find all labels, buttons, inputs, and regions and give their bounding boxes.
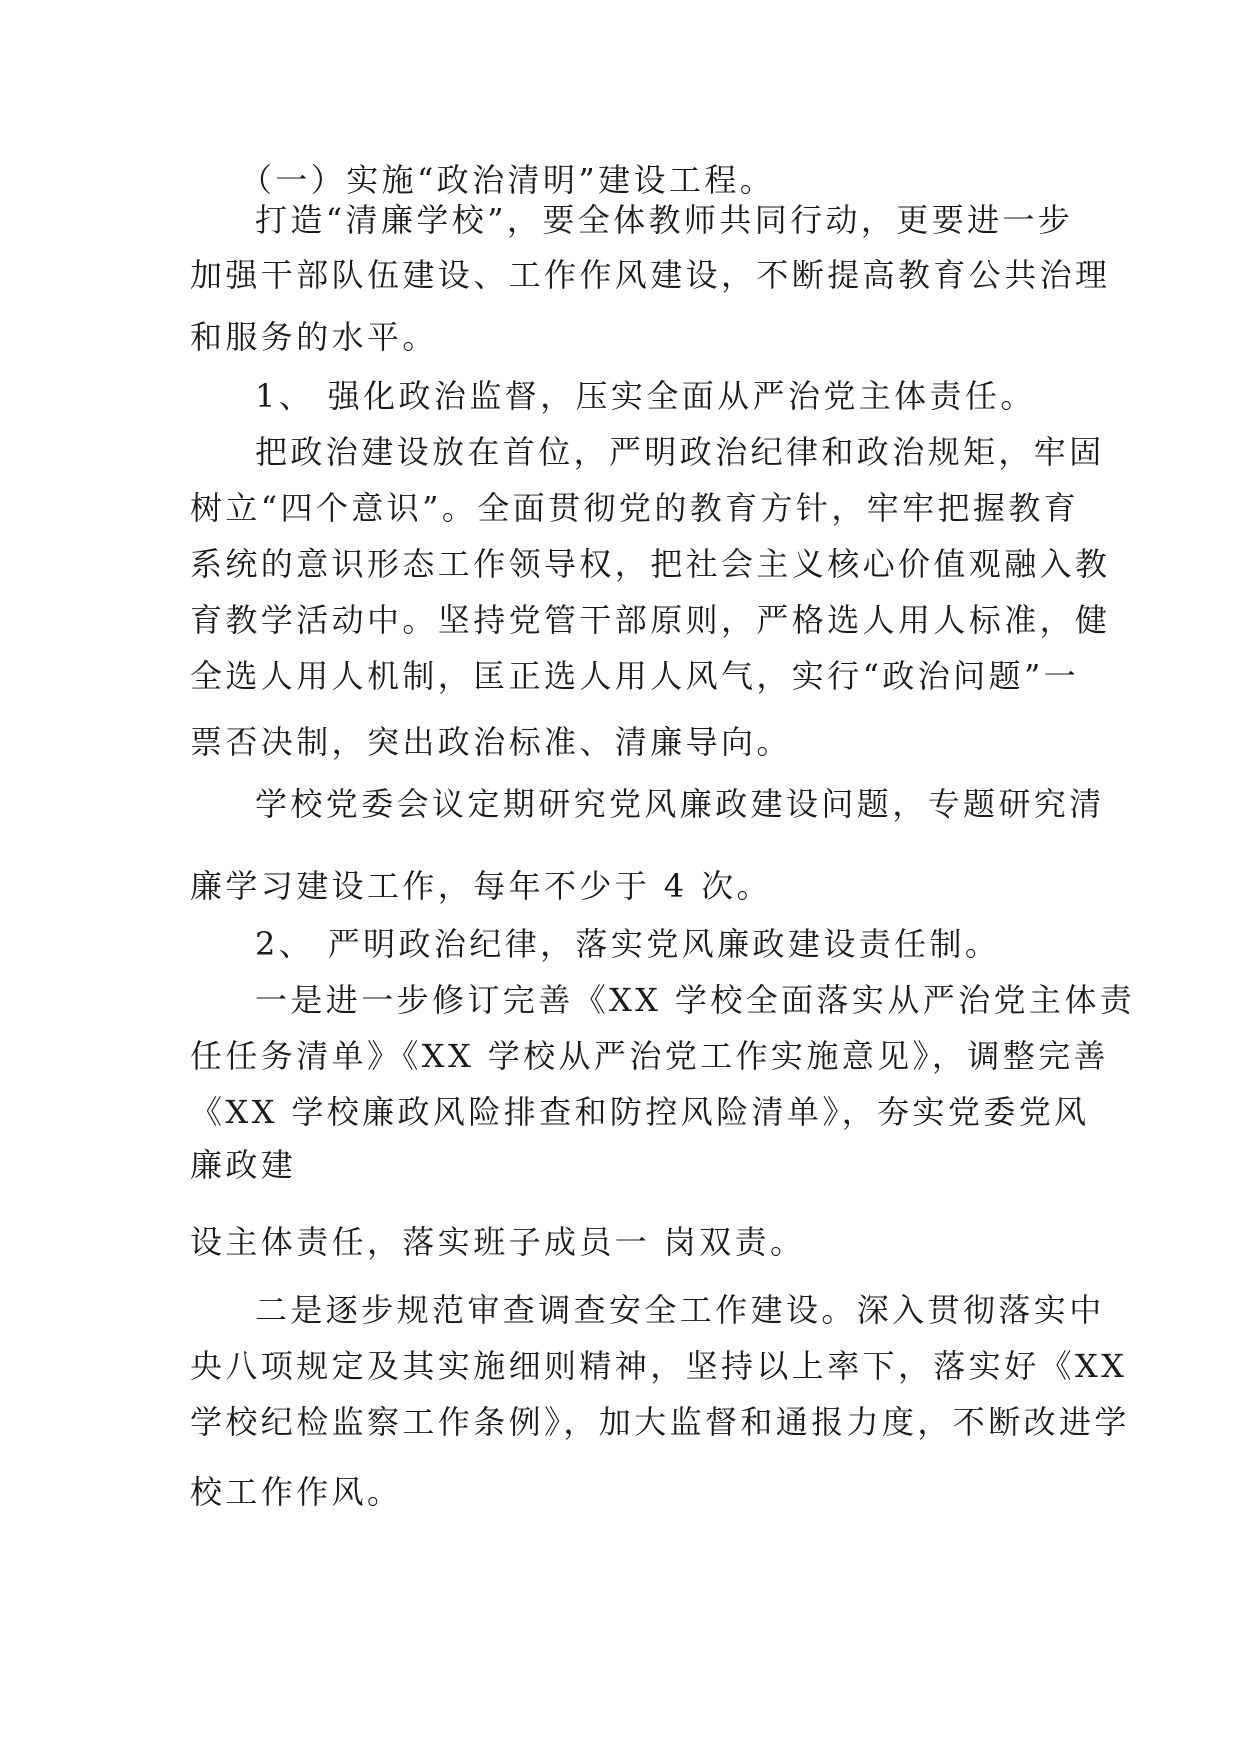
paragraph-line: 校工作作风。	[190, 1473, 403, 1511]
paragraph-line: 任任务清单》《XX 学校从严治党工作实施意见》，调整完善	[190, 1037, 1109, 1075]
paragraph-line: 打造“清廉学校”，要全体教师共同行动，更要进一步	[255, 201, 1074, 239]
subheading-1: 1、 强化政治监督，压实全面从严治党主体责任。	[255, 377, 1036, 415]
paragraph-line: 廉政建	[190, 1146, 297, 1184]
paragraph-line: 学校党委会议定期研究党风廉政建设问题，专题研究清	[255, 785, 1105, 823]
paragraph-line: 一是进一步修订完善《XX 学校全面落实从严治党主体责	[255, 981, 1136, 1019]
paragraph-line: 设主体责任，落实班子成员一 岗双责。	[190, 1223, 806, 1261]
paragraph-line: 把政治建设放在首位，严明政治纪律和政治规矩，牢固	[255, 433, 1105, 471]
section-heading: （一）实施“政治清明”建设工程。	[240, 161, 776, 199]
paragraph-line: 育教学活动中。坚持党管干部原则，严格选人用人标准，健	[190, 601, 1111, 639]
paragraph-line: 树立“四个意识”。全面贯彻党的教育方针，牢牢把握教育	[190, 489, 1080, 527]
paragraph-line: 票否决制，突出政治标准、清廉导向。	[190, 723, 792, 761]
paragraph-line: 廉学习建设工作，每年不少于 4 次。	[190, 867, 772, 905]
subheading-2: 2、 严明政治纪律，落实党风廉政建设责任制。	[255, 925, 1001, 963]
paragraph-line: 和服务的水平。	[190, 318, 438, 356]
paragraph-line: 央八项规定及其实施细则精神，坚持以上率下，落实好《XX	[190, 1347, 1128, 1385]
paragraph-line: 系统的意识形态工作领导权，把社会主义核心价值观融入教	[190, 545, 1111, 583]
paragraph-line: 全选人用人机制，匡正选人用人风气，实行“政治问题”一	[190, 657, 1080, 695]
paragraph-line: 二是逐步规范审查调查安全工作建设。深入贯彻落实中	[255, 1291, 1105, 1329]
paragraph-line: 学校纪检监察工作条例》，加大监督和通报力度，不断改进学	[190, 1403, 1130, 1441]
paragraph-line: 加强干部队伍建设、工作作风建设，不断提高教育公共治理	[190, 256, 1111, 294]
paragraph-line: 《XX 学校廉政风险排查和防控风险清单》，夯实党委党风	[190, 1093, 1090, 1131]
